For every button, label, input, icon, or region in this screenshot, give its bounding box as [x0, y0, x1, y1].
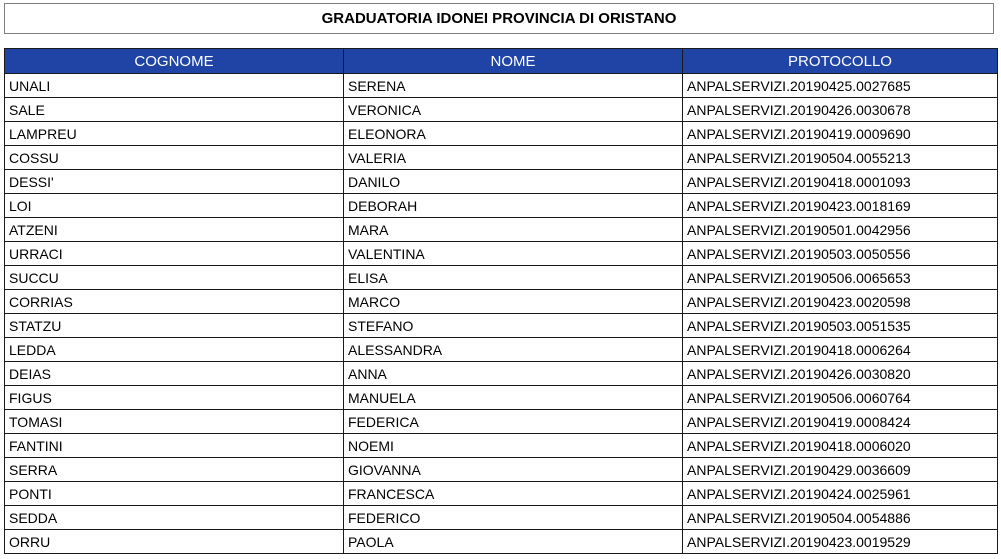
cell-protocollo: ANPALSERVIZI.20190423.0020598: [683, 290, 998, 314]
cell-nome: MARCO: [344, 290, 683, 314]
cell-cognome: CORRIAS: [5, 290, 344, 314]
table-row: [5, 458, 998, 482]
cell-protocollo: ANPALSERVIZI.20190424.0025961: [683, 482, 998, 506]
table-row: [5, 530, 998, 554]
cell-cognome: FANTINI: [5, 434, 344, 458]
cell-nome: MANUELA: [344, 386, 683, 410]
cell-nome: FRANCESCA: [344, 482, 683, 506]
table-row: [5, 482, 998, 506]
cell-protocollo: ANPALSERVIZI.20190423.0019529: [683, 530, 998, 554]
cell-protocollo: ANPALSERVIZI.20190503.0051535: [683, 314, 998, 338]
column-header-nome: NOME: [344, 49, 683, 74]
table-row: [5, 506, 998, 530]
cell-cognome: LOI: [5, 194, 344, 218]
cell-protocollo: ANPALSERVIZI.20190426.0030820: [683, 362, 998, 386]
cell-nome: VALENTINA: [344, 242, 683, 266]
table-row: [5, 290, 998, 314]
table-row: [5, 338, 998, 362]
cell-protocollo: ANPALSERVIZI.20190426.0030678: [683, 98, 998, 122]
cell-nome: FEDERICO: [344, 506, 683, 530]
table-row: [5, 266, 998, 290]
cell-nome: FEDERICA: [344, 410, 683, 434]
cell-nome: GIOVANNA: [344, 458, 683, 482]
table-row: [5, 146, 998, 170]
table-row: [5, 218, 998, 242]
cell-protocollo: ANPALSERVIZI.20190418.0006264: [683, 338, 998, 362]
cell-protocollo: ANPALSERVIZI.20190419.0009690: [683, 122, 998, 146]
cell-cognome: SERRA: [5, 458, 344, 482]
cell-cognome: STATZU: [5, 314, 344, 338]
column-header-cognome: COGNOME: [5, 49, 344, 74]
cell-nome: ELEONORA: [344, 122, 683, 146]
cell-protocollo: ANPALSERVIZI.20190423.0018169: [683, 194, 998, 218]
cell-cognome: ORRU: [5, 530, 344, 554]
cell-nome: VALERIA: [344, 146, 683, 170]
cell-protocollo: ANPALSERVIZI.20190419.0008424: [683, 410, 998, 434]
cell-nome: ANNA: [344, 362, 683, 386]
cell-nome: DEBORAH: [344, 194, 683, 218]
document-title: GRADUATORIA IDONEI PROVINCIA DI ORISTANO: [321, 10, 677, 27]
cell-nome: VERONICA: [344, 98, 683, 122]
cell-cognome: COSSU: [5, 146, 344, 170]
cell-cognome: FIGUS: [5, 386, 344, 410]
cell-nome: PAOLA: [344, 530, 683, 554]
cell-nome: SERENA: [344, 74, 683, 98]
cell-nome: MARA: [344, 218, 683, 242]
cell-protocollo: ANPALSERVIZI.20190418.0006020: [683, 434, 998, 458]
cell-cognome: ATZENI: [5, 218, 344, 242]
table-body: [5, 74, 998, 554]
column-header-protocollo: PROTOCOLLO: [683, 49, 998, 74]
table-row: [5, 74, 998, 98]
cell-cognome: DESSI': [5, 170, 344, 194]
cell-cognome: PONTI: [5, 482, 344, 506]
ranking-table: [4, 48, 998, 554]
table-row: [5, 386, 998, 410]
cell-protocollo: ANPALSERVIZI.20190501.0042956: [683, 218, 998, 242]
table-row: [5, 314, 998, 338]
cell-cognome: URRACI: [5, 242, 344, 266]
table-header-row: [5, 49, 998, 74]
cell-protocollo: ANPALSERVIZI.20190425.0027685: [683, 74, 998, 98]
cell-cognome: LEDDA: [5, 338, 344, 362]
cell-nome: ELISA: [344, 266, 683, 290]
cell-nome: STEFANO: [344, 314, 683, 338]
table-row: [5, 194, 998, 218]
table-row: [5, 242, 998, 266]
table-row: [5, 170, 998, 194]
cell-protocollo: ANPALSERVIZI.20190506.0065653: [683, 266, 998, 290]
table-row: [5, 362, 998, 386]
cell-cognome: SALE: [5, 98, 344, 122]
table-row: [5, 434, 998, 458]
cell-protocollo: ANPALSERVIZI.20190418.0001093: [683, 170, 998, 194]
table-row: [5, 410, 998, 434]
cell-nome: NOEMI: [344, 434, 683, 458]
cell-protocollo: ANPALSERVIZI.20190429.0036609: [683, 458, 998, 482]
cell-nome: DANILO: [344, 170, 683, 194]
cell-protocollo: ANPALSERVIZI.20190504.0054886: [683, 506, 998, 530]
cell-cognome: UNALI: [5, 74, 344, 98]
cell-cognome: LAMPREU: [5, 122, 344, 146]
document-title-box: [4, 3, 994, 34]
table-row: [5, 98, 998, 122]
cell-protocollo: ANPALSERVIZI.20190504.0055213: [683, 146, 998, 170]
cell-nome: ALESSANDRA: [344, 338, 683, 362]
table-row: [5, 122, 998, 146]
cell-cognome: DEIAS: [5, 362, 344, 386]
cell-cognome: SEDDA: [5, 506, 344, 530]
cell-protocollo: ANPALSERVIZI.20190503.0050556: [683, 242, 998, 266]
cell-cognome: SUCCU: [5, 266, 344, 290]
cell-cognome: TOMASI: [5, 410, 344, 434]
cell-protocollo: ANPALSERVIZI.20190506.0060764: [683, 386, 998, 410]
